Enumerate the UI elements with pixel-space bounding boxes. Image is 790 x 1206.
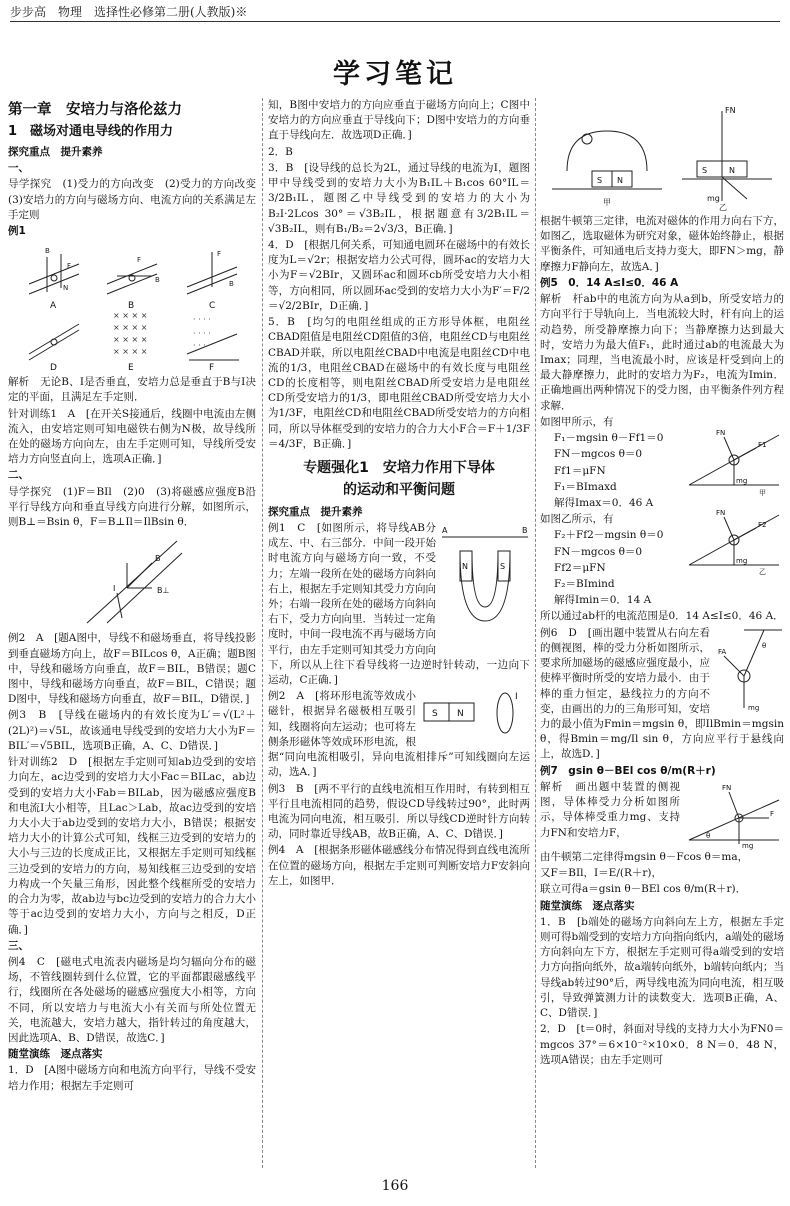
paragraph: 例3 B [两不平行的直线电流相互作用时，有转到相互平行且电流相同的趋势，假设CD导线转过90°，此时两电流为同向电流，相互吸引．所以导线CD逆时针方向转动，同时靠近导线AB，故B正确，A、C、D错误．] [268,782,530,841]
svg-text:FA: FA [718,647,727,656]
equation: Ff1＝μFN [554,464,606,477]
incline-force-figures [684,415,784,575]
figure-label: 甲 [603,198,611,207]
paragraph: 导学探究 (1)受力的方向改变 (2)受力的方向改变 (3)安培力的方向与磁场方向、电流方向的关系满足左手定则 [8,178,267,221]
figure-label: N [457,709,464,720]
paragraph: 3．B [设导线的总长为2L，通过导线的电流为I，题图甲中导线受到的安培力大小为B₁IL＋B₁cos 60°IL＝3/2B₁IL，题图乙中导线受到的安培力的大小为B₂I·2Lcos 30°＝√3B₂IL，根据题意有3/2B₁IL＝√3B₂IL，则有B₁/B₂＝2√3/3，B正确．] [268,161,530,235]
svg-text:θ: θ [762,641,767,650]
svg-text:× × × ×: × × × × [113,347,148,357]
paragraph: 针对训练2 D [根据左手定则可知ab边受到的安培力向左，ac边受到的安培力大小Fac＝BILac，ab边受到的安培力大小Fab＝BILab，因为磁感应强度B和电流I大小相等，且Lac＞Lab，故ac边受到的安培力大小大于ab边受到的安培力大小，B错误；根据安培力大小的计算公式可知，线框三边受到的安培力的大小与三边的长度成正比，又根据左手定则可知线框三边受到的安培力的方向，易知线框三边受到的安培力构成一个矢量三角形，因此整个线框所受的安培力的合力为零，故ab边与bc边受到的安培力的合力大小等于ac边受到的安培力大小，方向与之相反，D正确．] [8,756,256,936]
svg-text:mg: mg [736,556,748,565]
svg-text:FN: FN [725,106,736,115]
paragraph: 例6 D [画出题中装置从右向左看的侧视图，棒的受力分析如图所示，要求所加磁场的磁感应强度最小，应使棒平衡时所受的安培力最小．由于棒的重力恒定，悬线拉力的方向不变，由画出的力的三角形可知，安培力的最小值为Fmin＝mgsin θ，即IlBmin＝mgsin θ，得Bmin＝mg/Il sin θ，方向应平行于悬线向上，故选D．] [540,626,784,761]
figure-label: N [617,176,623,185]
svg-text:× × × ×: × × × × [113,323,148,333]
paragraph: 例2 A [题A图中，导线不和磁场垂直，将导线投影到垂直磁场方向上，故F＝BILcos θ，A正确；题B图中，导线和磁场方向垂直，故F＝BIL，B错误；题C图中，导线和磁场方向垂直，故F＝BIL，C错误；题D图中，导线和磁场方向垂直，故F＝BIL，D错误．] [8,632,256,706]
paragraph: 根据牛顿第三定律，电流对磁体的作用力向右下方，如图乙，选取磁体为研究对象，磁体始终静止，根据平衡条件，可知通电后支持力变大，即FN＞mg，静摩擦力F静向左，故选A．] [540,215,784,273]
paragraph: 例4 A [根据条形磁体磁感线分布情况得到直线电流所在位置的磁场方向，根据左手定则可判断安培力F安斜向左上，如图甲． [268,844,530,887]
svg-text:B: B [229,280,234,289]
paragraph: 知，B图中安培力的方向应垂直于磁场方向向上；C图中安培力的方向应垂直于导线向下；D图中安培力的方向垂直于导线向左．故选项D正确．] [268,99,530,142]
paragraph: 解析 画出题中装置的侧视图，导体棒受力分析如图所示，导体棒受重力mg、支持力FN和安培力F， [540,780,680,839]
figure-label: N [462,561,468,571]
paragraph: 例4 C [磁电式电流表内磁场是均匀辐向分布的磁场，不管线圈转到什么位置，它的平面都跟磁感线平行，线圈所在各处磁场的磁感应强度大小相等，方向不同，所以安培力与电流大小有关而与所处位置无关，电流越大，安培力越大，指针转过的角度越大，因此选项A、B、D错误，故选C．] [8,955,256,1045]
hanging-rod-figure [714,626,784,716]
paragraph: 解析 杆ab中的电流方向为从a到b，所受安培力的方向平行于导轨向上．当电流较大时，杆有向上的运动趋势，所受静摩擦力向下；当静摩擦力达到最大时，安培力为最大值F₁，此时通过ab的电流最大为Imax；同理，当电流最小时，应该是杆受到向上的最大静摩擦力，此时的安培力为F₂，电流为Imin．正确地画出两种情况下的受力图，由平衡条件列方程求解． [540,293,784,412]
example1-figures [17,242,247,372]
figure-label: 乙 [759,567,766,576]
subheading: 探究重点 提升素养 [268,505,363,518]
page-title: 学习笔记 [333,59,457,90]
page-number-text: 166 [381,1177,409,1194]
running-header-text: 步步高 物理 选择性必修第二册(人教版)※ [10,5,248,19]
column-divider [535,98,536,1168]
equation: F₂＝BImind [554,578,615,591]
equation: 解得Imin＝0．14 A [554,594,652,607]
svg-text:F1: F1 [758,440,767,449]
svg-text:B: B [45,247,50,256]
bar-magnet-figures [547,101,777,211]
paragraph: 1．B [b端处的磁场方向斜向左上方，根据左手定则可得b端受到的安培力方向指向纸内，a端处的磁场方向斜向左下方，根据左手定则可得a端受到的安培力方向指向纸外，故a端转向纸外，b端转向纸内；当导线ab转过90°后，两导线电流为同向电流，相互吸引，导致弹簧测力计的读数变大．选项B正确，A、C、D错误．] [540,915,784,1020]
svg-text:F: F [770,809,775,818]
paragraph: 2．D [t＝0时，斜面对导线的支持力大小为FN0＝mgcos 37°＝6×10⁻²×10×0．8 N＝0．48 N，选项A错误；由左手定则可 [540,1023,784,1066]
figure-label: 甲 [759,488,766,497]
paragraph: 针对训练1 A [在开关S接通后，线圈中电流由左侧流入，由安培定则可知电磁铁右侧为N极，故导线所在处的磁场方向向左，由左手定则可知，导线所受安培力方向竖直向上，选项A正确．] [8,407,256,466]
svg-text:mg: mg [707,194,720,203]
svg-text:B: B [155,276,160,285]
coil-magnet-figure [420,689,530,737]
figure-label: E [128,363,134,374]
figure-label: 乙 [719,203,727,212]
svg-text:× × × ×: × × × × [113,335,148,345]
paragraph: 5．B [均匀的电阻丝组成的正方形导体框，电阻丝CBAD阻值是电阻丝CD阻值的3倍，电阻丝CD与电阻丝CBAD并联，所以电阻丝CBAD中电流是电阻丝CD中电流的1/3，电阻丝CBAD在磁场中的有效长度与电阻丝CD的长度相等，则电阻丝CBAD所受安培力是电阻丝CD所受安培力的1/3，即电阻丝CBAD所受安培力大小为1/3F，电阻丝CD和电阻丝CBAD所受安培力的方向相同，所以导体框受到的安培力的合力大小F合＝F＋1/3F＝4/3F，B正确．] [268,316,530,450]
u-magnet-figure [440,521,530,641]
svg-text:· · · ·: · · · · [193,329,211,339]
svg-text:mg: mg [742,841,754,850]
figure-label: S [432,709,438,720]
svg-text:A: A [442,525,448,535]
paragraph: 1．D [A图中磁场方向和电流方向平行，导线不受安培力作用；根据左手定则可 [8,1064,256,1092]
running-header [10,4,780,22]
field-decomposition-figure [67,533,197,628]
svg-text:F2: F2 [758,520,767,529]
svg-text:θ: θ [706,831,711,840]
paragraph: 例3 B [导线在磁场内的有效长度为L′＝√(L²＋(2L)²)＝√5L，故该通电导线受到的安培力大小为F＝BIL′＝√5BIL，选项B正确，A、C、D错误．] [8,709,256,752]
figure-label: S [702,166,708,175]
svg-text:× × × ×: × × × × [113,311,148,321]
example-label: 例5 0．14 A≤I≤0．46 A [540,276,679,289]
svg-text:N: N [63,284,69,293]
section-heading: 1 磁场对通电导线的作用力 [8,124,174,140]
column-right [540,98,784,1173]
figure-label: C [209,301,216,312]
figure-label: A [50,301,57,312]
figure-label: N [729,166,735,175]
paragraph: 由牛顿第二定律得mgsin θ－Fcos θ＝ma， [540,850,749,863]
svg-text:F: F [67,262,72,271]
topic-heading: 专题强化1 安培力作用下导体 [303,460,495,477]
paragraph: 2．B [268,145,293,158]
equation: FN－mgcos θ＝0 [554,448,643,461]
svg-text:I: I [515,692,518,703]
part-number: 一、 [8,162,29,175]
subheading: 探究重点 提升素养 [8,145,103,158]
svg-text:FN: FN [722,783,732,792]
subheading: 随堂演练 逐点落实 [8,1048,103,1061]
svg-text:B: B [155,554,161,564]
paragraph: 联立可得a＝gsin θ－BEl cos θ/m(R＋r)． [540,883,747,896]
subheading: 随堂演练 逐点落实 [540,899,635,912]
svg-text:mg: mg [736,476,748,485]
paragraph: 所以通过ab杆的电流范围是0．14 A≤I≤0．46 A． [540,610,784,623]
part-number: 三、 [8,939,29,952]
svg-text:B: B [522,525,528,535]
equation: F₁－mgsin θ－Ff1＝0 [554,432,664,445]
paragraph: 4．D [根据几何关系，可知通电圆环在磁场中的有效长度为L＝√2r；根据安培力公式可得，圆环ac的安培力大小为F＝√2BIr，又圆环ac和圆环cb所受安培力大小相等，方向相同，所以圆环ac受到的安培力大小为F′＝F/2＝√2/2BIr，D正确．] [268,238,530,312]
example-label: 例1 [8,224,26,237]
column-middle [268,98,530,1173]
column-divider [262,98,263,1168]
svg-text:· · · ·: · · · · [193,341,211,351]
topic-heading: 的运动和平衡问题 [343,482,455,499]
equation: FN－mgcos θ＝0 [554,545,643,558]
paragraph: 导学探究 (1)F＝BIl (2)0 (3)将磁感应强度B沿平行导线方向和垂直导线方向进行分解，如图所示，则B⊥＝Bsin θ，F＝B⊥Il＝IlBsin θ． [8,485,256,529]
svg-text:FN: FN [716,428,726,437]
chapter-heading: 第一章 安培力与洛伦兹力 [8,102,182,118]
figure-label: S [597,176,603,185]
paragraph: 如图乙所示，有 [540,513,614,526]
paragraph: 又F＝BIl，I＝E/(R＋r)， [540,867,662,880]
figure-label: B [128,301,135,312]
equation: 解得Imax＝0．46 A [554,496,654,509]
figure-label: F [209,363,215,374]
svg-text:I: I [113,584,116,594]
column-left [8,98,267,1173]
paragraph: 如图甲所示，有 [540,415,614,428]
part-number: 二、 [8,469,29,482]
equation: Ff2＝μFN [554,561,606,574]
svg-text:F: F [137,256,142,265]
paragraph: 例2 A [将环形电流等效成小磁针，根据异名磁极相互吸引知，线圈将向左运动；也可将左侧条形磁体等效成环形电流，根据“同向电流相吸引，异向电流相排斥”可知线圈向左运动，选A．] [268,690,530,779]
paragraph: 例1 C [如图所示，将导线AB分成左、中、右三部分．中间一段开始时电流方向与磁场方向一致，不受力；左端一段所在处的磁场方向斜向右上，根据左手定则知其受力方向向外；右端一段所在处的磁场方向斜向右下，受力方向向里．当转过一定角度时，中间一段电流不再与磁场方向平行，由左手定则可知其受力方向向下，所以从上往下看导线将一边逆时针转动，一边向下运动，C正确．] [268,521,530,687]
svg-text:FN: FN [716,508,726,517]
equation: F₁＝BImaxd [554,480,617,493]
paragraph: 解析 无论B、I是否垂直，安培力总是垂直于B与I决定的平面，且满足左手定则． [8,376,256,404]
svg-text:B⊥: B⊥ [157,586,170,596]
figure-label: S [500,561,506,571]
example-label: 例7 gsin θ－BEl cos θ/m(R＋r) [540,764,716,777]
svg-text:· · · ·: · · · · [193,315,211,325]
incline-rod-figure [684,780,784,850]
page-number [0,1176,790,1196]
svg-text:F: F [217,250,222,259]
svg-text:mg: mg [748,703,760,712]
figure-label: D [50,363,57,374]
equation: F₂＋Ff2－mgsin θ＝0 [554,529,664,542]
